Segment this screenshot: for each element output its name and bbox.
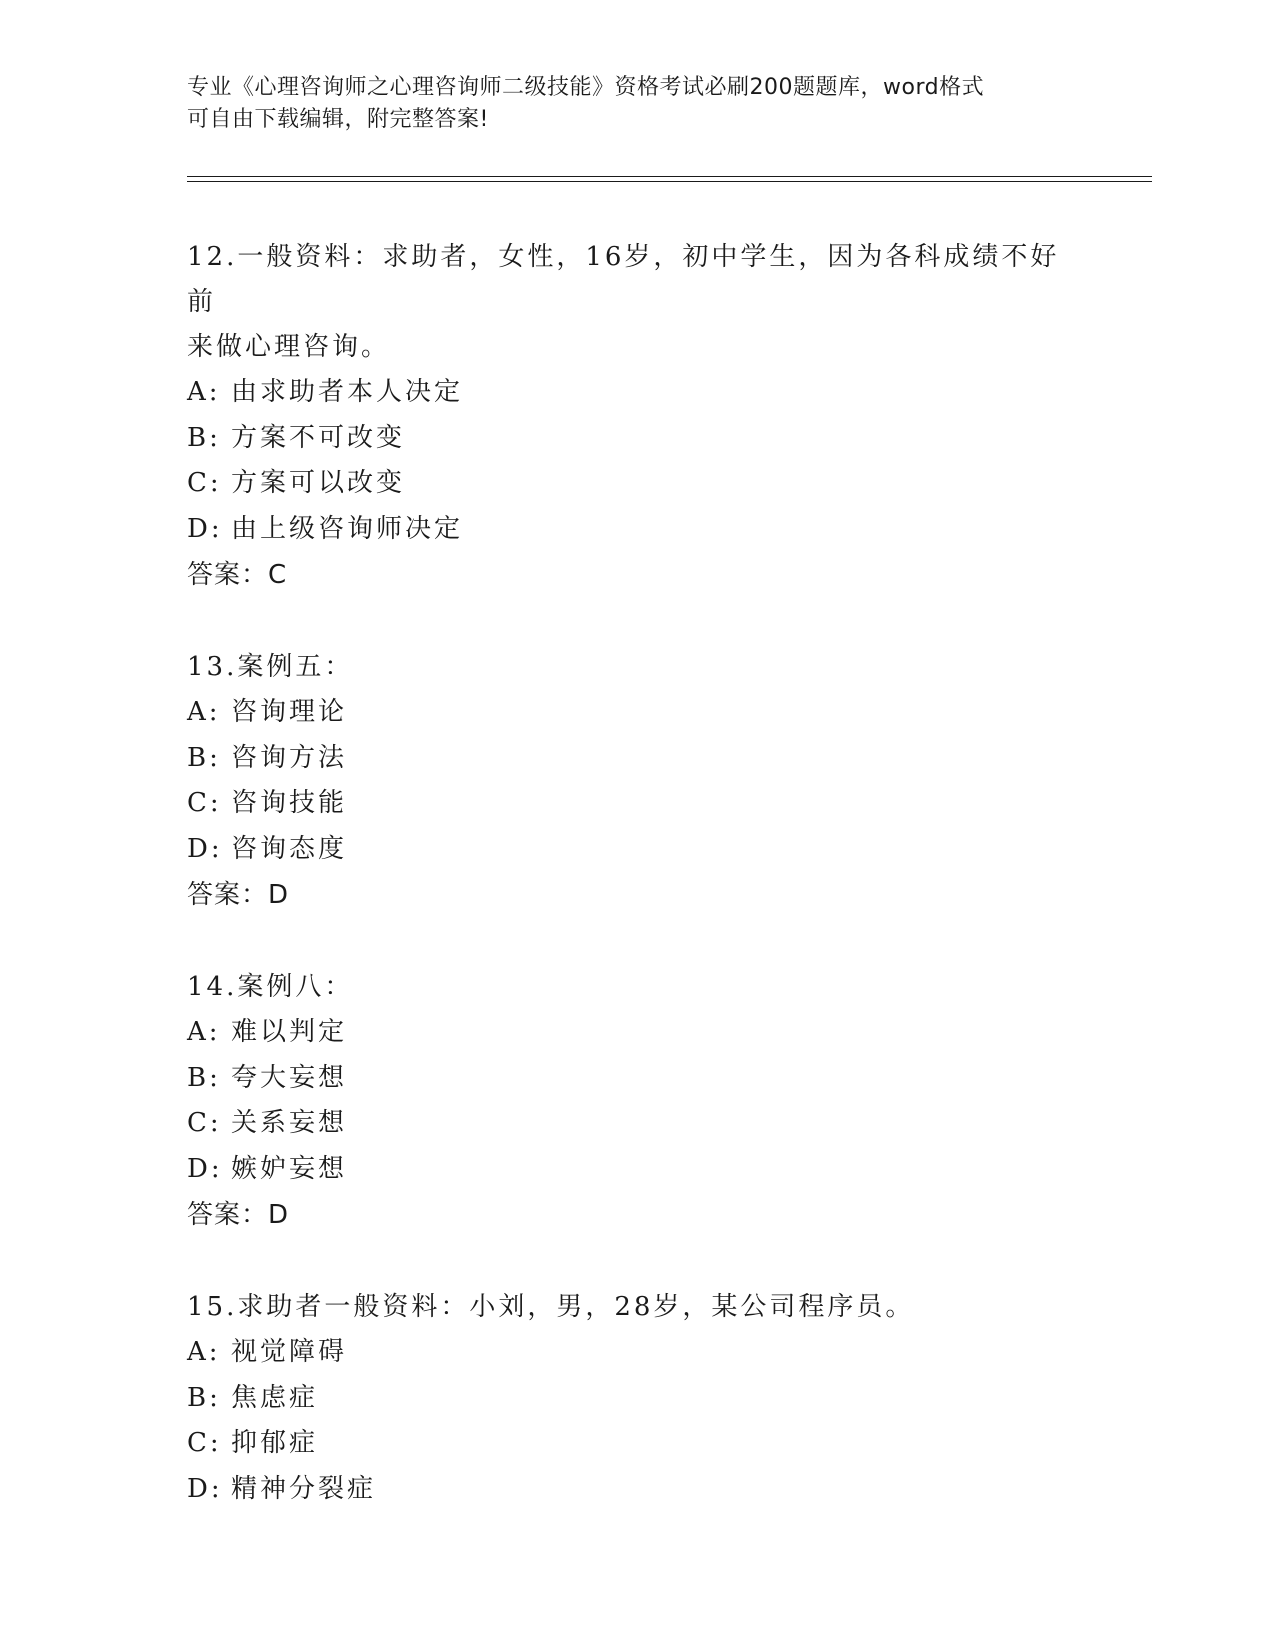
option-text: 嫉妒妄想 <box>231 1153 348 1184</box>
option-d <box>187 507 1087 553</box>
option-c <box>187 1421 1087 1467</box>
option-letter: A: <box>187 377 221 407</box>
answer-line: 答案：D <box>187 880 290 910</box>
answer-line: 答案：D <box>187 1200 290 1230</box>
option-text: 精神分裂症 <box>231 1473 377 1504</box>
question-stem-line-2: 来做心理咨询。 <box>187 332 391 362</box>
question-15 <box>187 1285 1087 1512</box>
option-text: 方案不可改变 <box>231 422 406 453</box>
option-b <box>187 416 1087 462</box>
header-line-1: 专业《心理咨询师之心理咨询师二级技能》资格考试必刷200题题库，word格式 <box>187 75 985 100</box>
option-text: 咨询态度 <box>231 833 348 864</box>
option-letter: C: <box>187 1108 222 1138</box>
option-text: 咨询理论 <box>231 697 348 727</box>
option-d <box>187 1467 1087 1513</box>
option-letter: B: <box>187 1382 221 1413</box>
option-text: 咨询技能 <box>231 788 348 818</box>
option-letter: D: <box>187 1473 223 1504</box>
option-text: 抑郁症 <box>231 1428 319 1458</box>
document-header <box>187 72 1077 136</box>
option-text: 焦虑症 <box>231 1382 319 1413</box>
question-13 <box>187 645 1087 918</box>
option-text: 由求助者本人决定 <box>231 377 464 407</box>
option-c <box>187 461 1087 507</box>
option-letter: D: <box>187 1153 223 1184</box>
option-text: 咨询方法 <box>231 742 348 773</box>
question-stem-line-1: 14.案例八： <box>187 972 354 1002</box>
option-text: 难以判定 <box>231 1017 348 1047</box>
header-line-2: 可自由下载编辑，附完整答案! <box>187 107 489 132</box>
option-d <box>187 1147 1087 1193</box>
option-letter: B: <box>187 742 221 773</box>
option-letter: D: <box>187 833 223 864</box>
option-a <box>187 690 1087 736</box>
question-12 <box>187 235 1087 598</box>
option-letter: C: <box>187 788 222 818</box>
option-d <box>187 827 1087 873</box>
question-stem-line-1: 13.案例五： <box>187 652 354 682</box>
option-b <box>187 1056 1087 1102</box>
option-a <box>187 370 1087 416</box>
option-letter: C: <box>187 468 222 498</box>
option-b <box>187 736 1087 782</box>
question-14 <box>187 965 1087 1238</box>
option-letter: B: <box>187 422 221 453</box>
option-letter: D: <box>187 513 223 544</box>
option-a <box>187 1010 1087 1056</box>
option-text: 关系妄想 <box>231 1108 348 1138</box>
option-c <box>187 1101 1087 1147</box>
option-a <box>187 1330 1087 1376</box>
header-divider-top <box>187 176 1152 177</box>
option-b <box>187 1376 1087 1422</box>
question-stem-line-1: 15.求助者一般资料：小刘，男，28岁，某公司程序员。 <box>187 1292 915 1322</box>
question-stem-line-1: 12.一般资料：求助者，女性，16岁，初中学生，因为各科成绩不好前 <box>187 242 1060 317</box>
header-divider-bottom <box>187 181 1152 182</box>
option-text: 由上级咨询师决定 <box>231 513 464 544</box>
option-text: 夸大妄想 <box>231 1062 348 1093</box>
option-text: 视觉障碍 <box>231 1337 348 1367</box>
option-letter: A: <box>187 697 221 727</box>
option-letter: B: <box>187 1062 221 1093</box>
option-letter: A: <box>187 1337 221 1367</box>
option-c <box>187 781 1087 827</box>
option-letter: C: <box>187 1428 222 1458</box>
answer-line: 答案：C <box>187 560 288 590</box>
option-letter: A: <box>187 1017 221 1047</box>
question-list <box>187 235 1087 1559</box>
option-text: 方案可以改变 <box>231 468 406 498</box>
